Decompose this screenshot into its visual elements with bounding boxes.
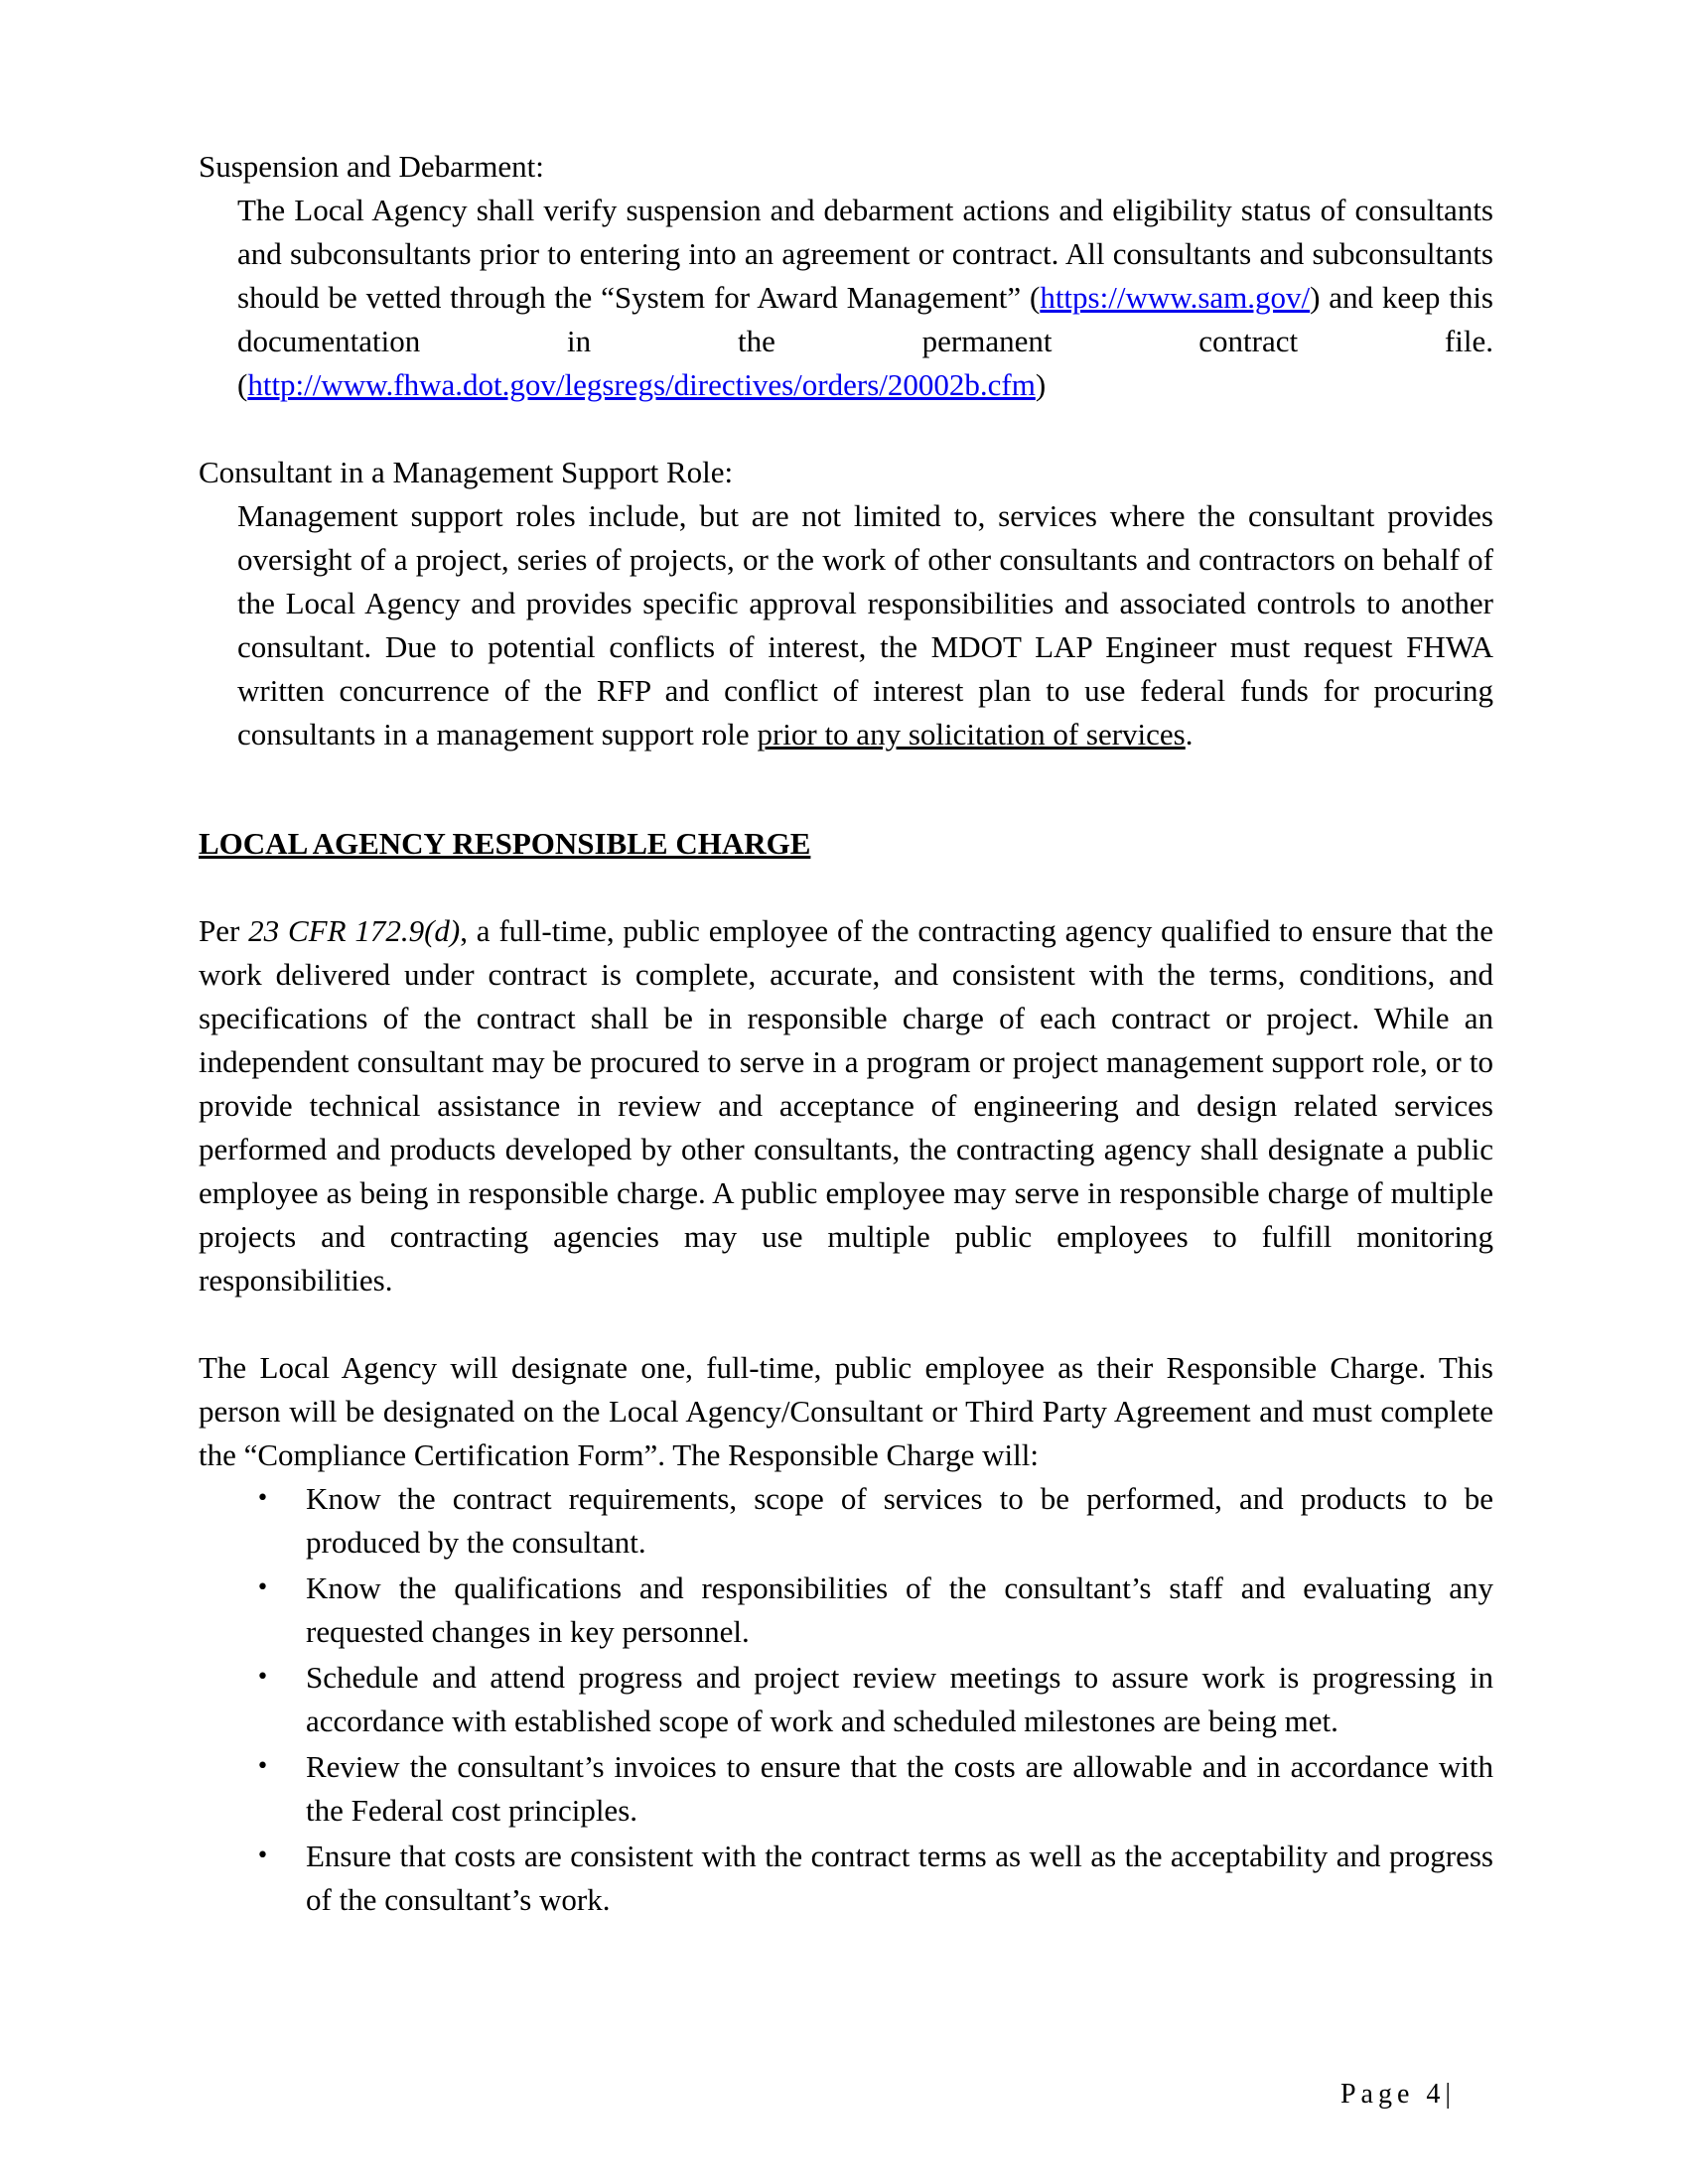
list-item-text: Know the qualifications and responsibilities of the consultant’s staff and evaluating any requested changes in key personnel.	[306, 1570, 1493, 1649]
management-paragraph	[237, 494, 1493, 756]
spacer	[199, 1302, 1493, 1346]
bullet-icon: •	[256, 1843, 269, 1868]
bullet-icon: •	[256, 1575, 269, 1600]
management-underlined-text: prior to any solicitation of services	[757, 717, 1186, 751]
list-item	[199, 1656, 1493, 1743]
list-item-text: Review the consultant’s invoices to ensure that the costs are allowable and in accordance with the Federal cost principles.	[306, 1749, 1493, 1828]
section-heading: LOCAL AGENCY RESPONSIBLE CHARGE	[199, 826, 811, 861]
bullet-icon: •	[256, 1486, 269, 1511]
management-text: Management support roles include, but are not limited to, services where the consultant provides oversight of a project, series of projects, or the work of other consultants and contractors on behalf of the Local Agency and provides specific approval responsibilities and associated controls to another consultant. Due to potential conflicts of interest, the MDOT LAP Engineer must request FHWA written concurrence of the RFP and conflict of interest plan to use federal funds for procuring consultants in a management support role	[237, 498, 1493, 751]
list-item-text: Schedule and attend progress and project review meetings to assure work is progressing in accordance with established scope of work and scheduled milestones are being met.	[306, 1660, 1493, 1738]
designation-paragraph: The Local Agency will designate one, full-time, public employee as their Responsible Charge. This person will be designated on the Local Agency/Consultant or Third Party Agreement and must complete the “Compliance Certification Form”. The Responsible Charge will:	[199, 1350, 1493, 1472]
suspension-text-1: The Local Agency shall verify suspension and debarment actions and eligibility status of consultants and subconsultants prior to entering into an agreement or contract. All consultants and subconsultants should be vetted through the “System for Award Management” (	[237, 193, 1493, 315]
spacer	[199, 407, 1493, 451]
responsible-charge-paragraph	[199, 909, 1493, 1302]
bullet-icon: •	[256, 1665, 269, 1690]
suspension-text-3: )	[1035, 367, 1047, 402]
suspension-label: Suspension and Debarment:	[199, 149, 544, 184]
document-page	[199, 145, 1493, 1924]
list-item	[199, 1567, 1493, 1654]
fhwa-directive-link[interactable]: http://www.fhwa.dot.gov/legsregs/directives/orders/20002b.cfm	[247, 367, 1036, 402]
management-label: Consultant in a Management Support Role:	[199, 455, 734, 489]
para1-text: , a full-time, public employee of the contracting agency qualified to ensure that the work delivered under contract is complete, accurate, and consistent with the terms, conditions, and specifications of the contract shall be in responsible charge of each contract or project. While an independent consultant may be procured to serve in a program or project management support role, or to provide technical assistance in review and acceptance of engineering and design related services performed and products developed by other consultants, the contracting agency shall designate a public employee as being in responsible charge. A public employee may serve in responsible charge of multiple projects and contracting agencies may use multiple public employees to fulfill monitoring responsibilities.	[199, 913, 1493, 1297]
bullet-icon: •	[256, 1754, 269, 1779]
para1-prefix: Per	[199, 913, 249, 948]
list-item-text: Know the contract requirements, scope of services to be performed, and products to be produced by the consultant.	[306, 1481, 1493, 1560]
list-item	[199, 1745, 1493, 1833]
sam-gov-link[interactable]: https://www.sam.gov/	[1040, 280, 1311, 315]
suspension-text-2: ) and keep this documentation in the permanent contract file. (	[237, 280, 1494, 402]
list-item	[199, 1477, 1493, 1565]
list-item	[199, 1835, 1493, 1922]
spacer	[199, 866, 1493, 909]
suspension-paragraph	[237, 189, 1493, 407]
spacer	[199, 756, 1493, 822]
responsibilities-list	[199, 1477, 1493, 1922]
list-item-text: Ensure that costs are consistent with the contract terms as well as the acceptability and progress of the consultant’s work.	[306, 1839, 1493, 1917]
page-number: Page 4|	[1339, 2079, 1456, 2110]
cfr-citation: 23 CFR 172.9(d)	[248, 913, 461, 948]
management-end: .	[1185, 717, 1194, 751]
